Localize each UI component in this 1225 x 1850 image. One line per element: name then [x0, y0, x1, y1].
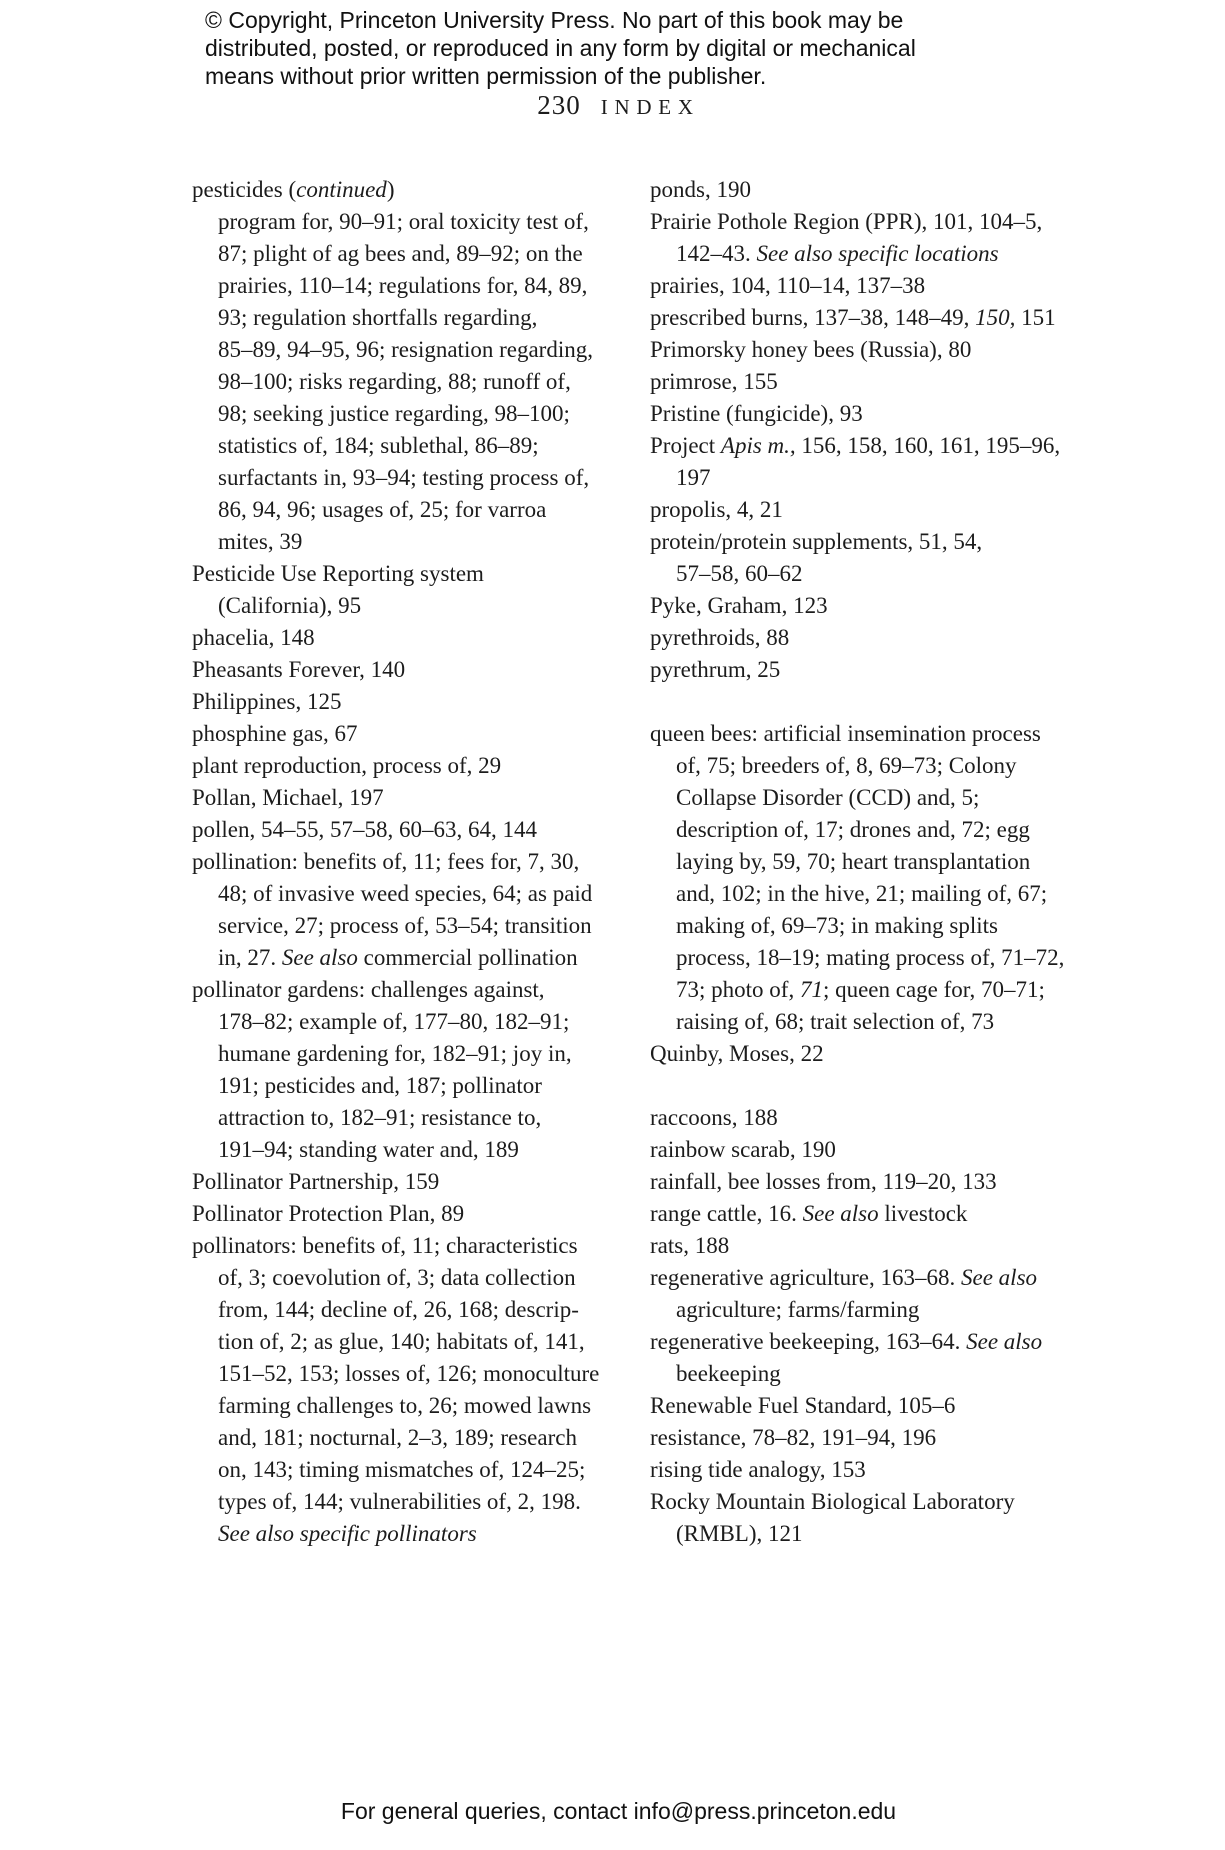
index-column-right [650, 174, 1070, 1550]
index-entry: Quinby, Moses, 22 [650, 1041, 824, 1066]
index-entry: rats, 188 [650, 1233, 730, 1258]
copyright-line: distributed, posted, or reproduced in any form by digital or mechanical [205, 35, 916, 61]
index-entry: Primorsky honey bees (Russia), 80 [650, 337, 972, 362]
index-entry: ponds, 190 [650, 177, 751, 202]
index-entry: prescribed burns, 137–38, 148–49, 150, 151 [650, 305, 1056, 330]
copyright-notice [205, 6, 916, 90]
index-entry: pollination: benefits of, 11; fees for, 7, 30, 48; of invasive weed species, 64; as paid service, 27; process of, 53–54; transition in, 27. See also commercial pollination [192, 849, 593, 970]
index-entry: Rocky Mountain Biological Laboratory (RMBL), 121 [650, 1489, 1015, 1546]
index-entry: range cattle, 16. See also livestock [650, 1201, 968, 1226]
index-entry: plant reproduction, process of, 29 [192, 753, 502, 778]
page-number: 230 [537, 90, 581, 120]
index-title: INDEX [600, 95, 700, 119]
index-entry: primrose, 155 [650, 369, 778, 394]
index-entry: pesticides (continued) program for, 90–91; oral toxicity test of, 87; plight of ag bees and, 89–92; on the prairies, 110–14; regulations for, 84, 89, 93; regulation shortfalls regarding, 85–89, 94–95, 96; resignation regarding, 98–100; risks regarding, 88; runoff of, 98; seeking justice regarding, 98–100; statistics of, 184; sublethal, 86–89; surfactants in, 93–94; testing process of, 86, 94, 96; usages of, 25; for varroa mites, 39 [192, 177, 593, 554]
index-entry: raccoons, 188 [650, 1105, 778, 1130]
copyright-line: © Copyright, Princeton University Press. No part of this book may be [205, 7, 904, 33]
index-entry: protein/protein supplements, 51, 54, 57–58, 60–62 [650, 529, 983, 586]
index-columns [192, 174, 1065, 1550]
index-column-left [192, 174, 612, 1550]
index-entry: Renewable Fuel Standard, 105–6 [650, 1393, 956, 1418]
index-entry: Pheasants Forever, 140 [192, 657, 406, 682]
index-entry: Philippines, 125 [192, 689, 342, 714]
index-entry: Pollan, Michael, 197 [192, 785, 384, 810]
copyright-line: means without prior written permission of the publisher. [205, 63, 767, 89]
index-entry: rainfall, bee losses from, 119–20, 133 [650, 1169, 997, 1194]
index-entry: Pollinator Protection Plan, 89 [192, 1201, 465, 1226]
index-entry: pollinators: benefits of, 11; characteristics of, 3; coevolution of, 3; data collection from, 144; decline of, 26, 168; descrip- tion of, 2; as glue, 140; habitats of, 141, 151–52, 153; losses of, 126; monoculture farming challenges to, 26; mowed lawns and, 181; nocturnal, 2–3, 189; research on, 143; timing mismatches of, 124–25; types of, 144; vulnerabilities of, 2, 198. See also specific pollinators [192, 1233, 600, 1546]
index-entry: pyrethrum, 25 [650, 657, 781, 682]
index-entry: Pollinator Partnership, 159 [192, 1169, 440, 1194]
footer-query-line: For general queries, contact info@press.princeton.edu [340, 1798, 897, 1824]
index-entry: Pristine (fungicide), 93 [650, 401, 863, 426]
index-entry: Pyke, Graham, 123 [650, 593, 828, 618]
index-entry: rainbow scarab, 190 [650, 1137, 836, 1162]
index-entry: resistance, 78–82, 191–94, 196 [650, 1425, 937, 1450]
index-entry: regenerative beekeeping, 163–64. See also beekeeping [650, 1329, 1043, 1386]
index-entry: Pesticide Use Reporting system (California), 95 [192, 561, 484, 618]
index-entry: Prairie Pothole Region (PPR), 101, 104–5, 142–43. See also specific locations [650, 209, 1043, 266]
page-header [192, 90, 1045, 121]
index-entry: rising tide analogy, 153 [650, 1457, 866, 1482]
index-entry: pollen, 54–55, 57–58, 60–63, 64, 144 [192, 817, 537, 842]
index-entry: propolis, 4, 21 [650, 497, 783, 522]
index-entry: pyrethroids, 88 [650, 625, 790, 650]
index-entry: queen bees: artificial insemination process of, 75; breeders of, 8, 69–73; Colony Collapse Disorder (CCD) and, 5; description of, 17; drones and, 72; egg laying by, 59, 70; heart transplantation and, 102; in the hive, 21; mailing of, 67; making of, 69–73; in making splits process, 18–19; mating process of, 71–72, 73; photo of, 71; queen cage for, 70–71; raising of, 68; trait selection of, 73 [650, 721, 1065, 1034]
index-entry: phosphine gas, 67 [192, 721, 358, 746]
index-entry: prairies, 104, 110–14, 137–38 [650, 273, 926, 298]
index-entry: regenerative agriculture, 163–68. See also agriculture; farms/farming [650, 1265, 1038, 1322]
index-entry: phacelia, 148 [192, 625, 315, 650]
index-entry: pollinator gardens: challenges against, 178–82; example of, 177–80, 182–91; humane gardening for, 182–91; joy in, 191; pesticides and, 187; pollinator attraction to, 182–91; resistance to, 191–94; standing water and, 189 [192, 977, 572, 1162]
index-entry: Project Apis m., 156, 158, 160, 161, 195–96, 197 [650, 433, 1061, 490]
